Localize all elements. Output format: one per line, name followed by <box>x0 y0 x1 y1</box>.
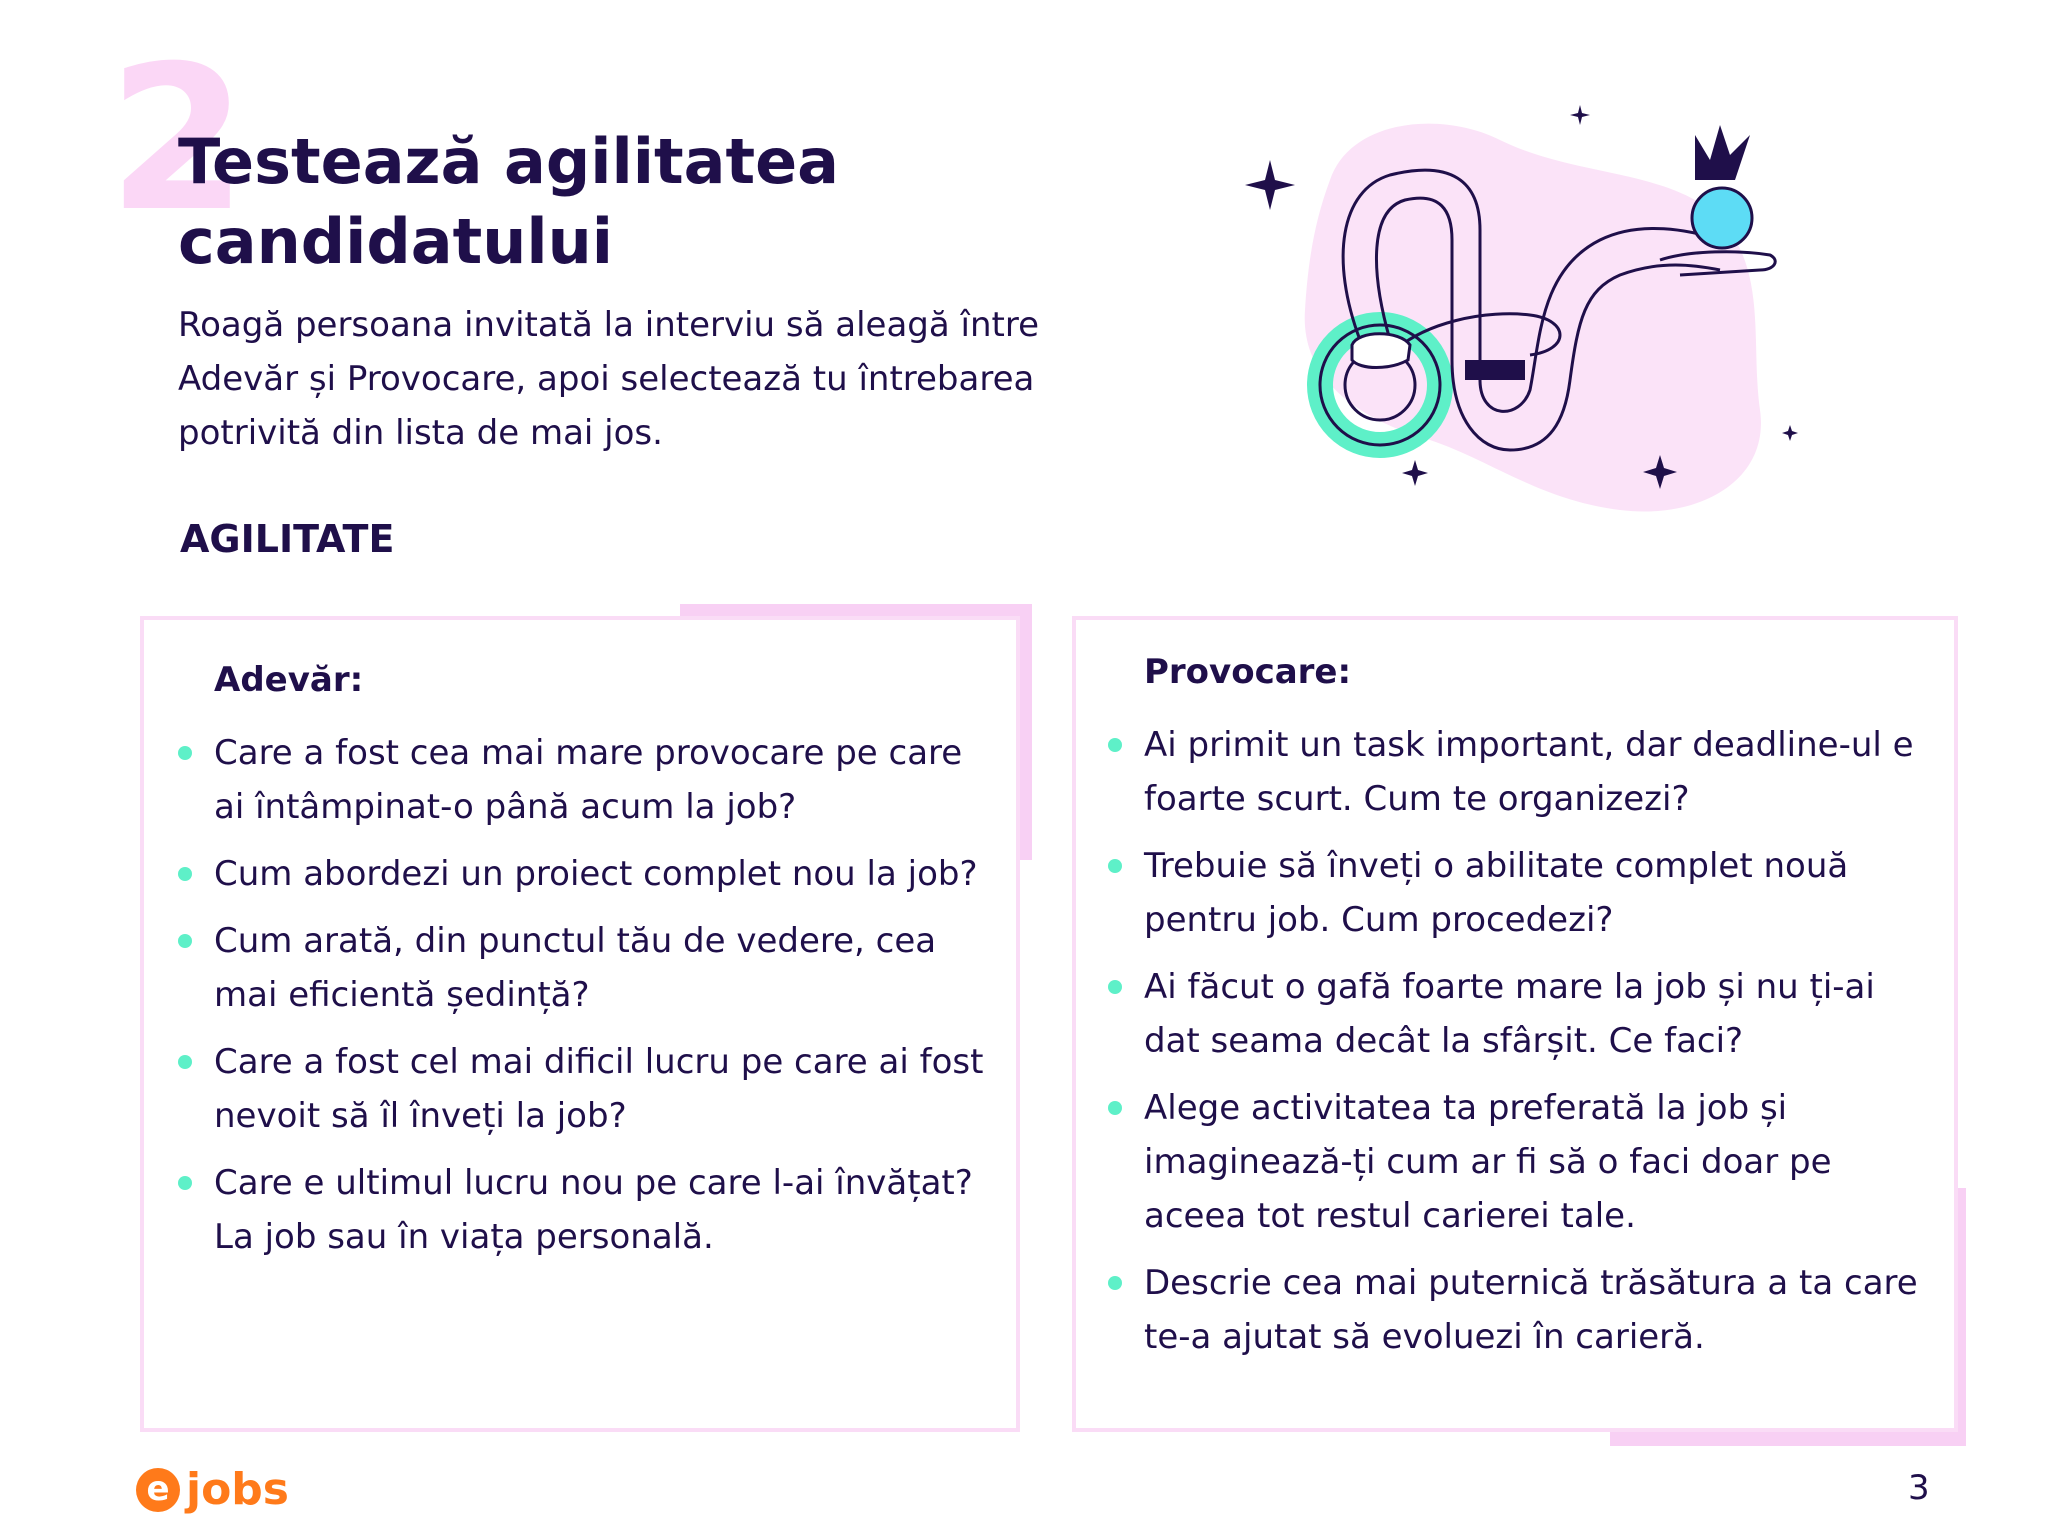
truth-card <box>140 616 1020 1432</box>
section-number: 2 <box>108 23 248 256</box>
list-item: Care a fost cel mai dificil lucru pe care ai fost nevoit să îl înveți la job? <box>214 1035 994 1143</box>
list-item: Care a fost cea mai mare provocare pe care ai întâmpinat-o până acum la job? <box>214 726 994 834</box>
page-title: Testează agilitatea candidatului <box>178 125 840 278</box>
intro-text: Roagă persoana invitată la interviu să aleagă între Adevăr și Provocare, apoi selectează tu întrebarea potrivită din lista de mai jos. <box>178 305 1040 453</box>
list-item: Descrie cea mai puternică trăsătura a ta care te-a ajutat să evoluezi în carieră. <box>1144 1256 1934 1364</box>
ejobs-logo[interactable] <box>136 1460 289 1520</box>
bullet-icon <box>178 1176 192 1190</box>
bullet-icon <box>1108 1276 1122 1290</box>
page-number: 3 <box>1908 1468 1930 1508</box>
list-item: Care e ultimul lucru nou pe care l-ai învățat? La job sau în viața personală. <box>214 1156 994 1264</box>
logo-mark-icon: e <box>136 1468 180 1512</box>
bullet-icon <box>1108 859 1122 873</box>
bullet-icon <box>1108 738 1122 752</box>
list-item: Ai primit un task important, dar deadline-ul e foarte scurt. Cum te organizezi? <box>1144 718 1934 826</box>
bullet-icon <box>178 867 192 881</box>
dare-list <box>1144 718 1934 1377</box>
bullet-icon <box>178 746 192 760</box>
truth-title: Adevăr: <box>214 660 364 700</box>
list-item: Trebuie să înveți o abilitate complet nouă pentru job. Cum procedezi? <box>1144 839 1934 947</box>
dare-title: Provocare: <box>1144 652 1352 692</box>
bullet-icon <box>1108 1101 1122 1115</box>
logo-text: jobs <box>186 1464 289 1515</box>
truth-list <box>214 726 994 1277</box>
bullet-icon <box>178 934 192 948</box>
snake-illustration <box>1240 80 1840 530</box>
list-item: Ai făcut o gafă foarte mare la job și nu ți-ai dat seama decât la sfârșit. Ce faci? <box>1144 960 1934 1068</box>
cyan-ball <box>1692 188 1752 248</box>
bullet-icon <box>178 1055 192 1069</box>
list-item: Cum arată, din punctul tău de vedere, cea mai eficientă ședință? <box>214 914 994 1022</box>
bullet-icon <box>1108 980 1122 994</box>
list-item: Alege activitatea ta preferată la job și imaginează-ți cum ar fi să o faci doar pe aceea tot restul carierei tale. <box>1144 1081 1934 1243</box>
section-label: AGILITATE <box>180 517 395 561</box>
dare-card <box>1072 616 1958 1432</box>
list-item: Cum abordezi un proiect complet nou la job? <box>214 847 994 901</box>
sparkle <box>1245 160 1295 210</box>
crown <box>1695 125 1750 180</box>
